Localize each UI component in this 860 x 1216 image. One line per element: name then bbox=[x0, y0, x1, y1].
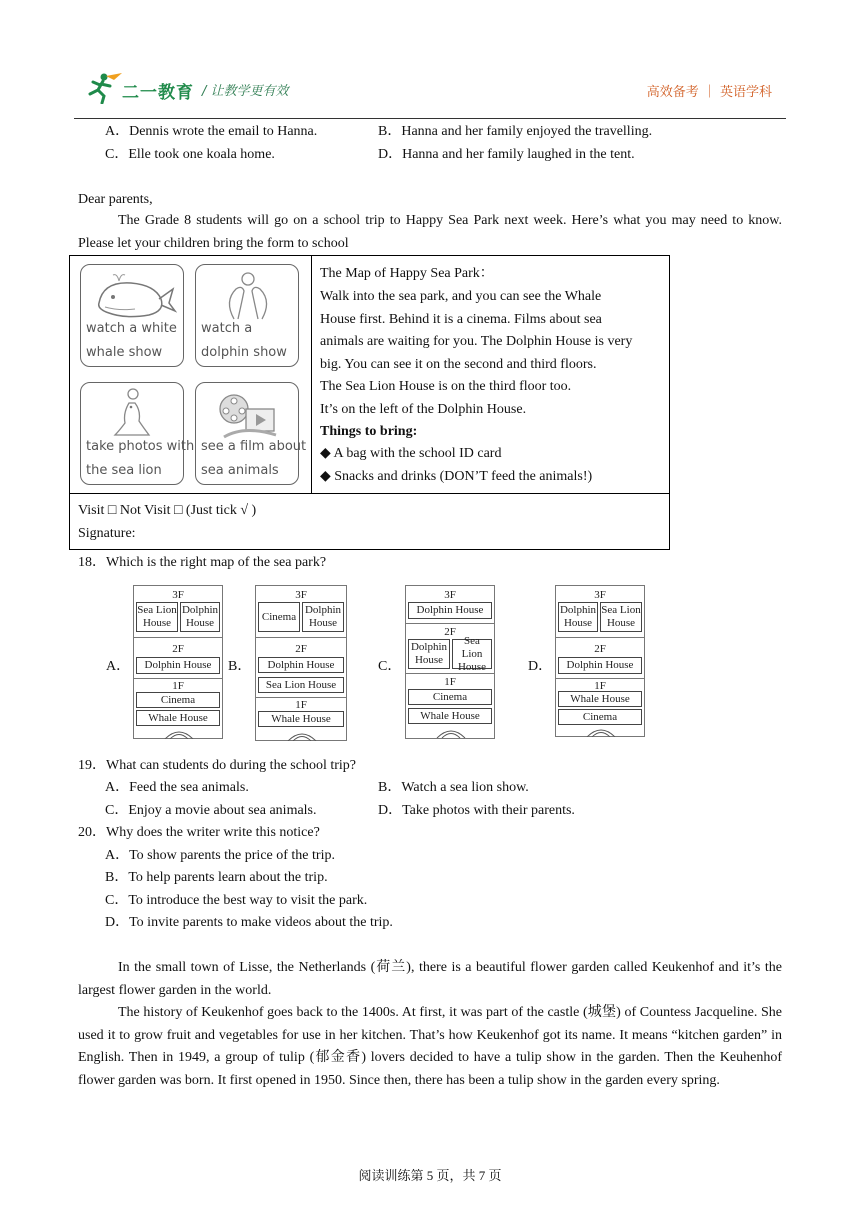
floor-label: 1F bbox=[295, 699, 307, 711]
map-room: Dolphin House bbox=[408, 602, 492, 619]
card-caption-1: watch a bbox=[201, 321, 253, 336]
prev-option-c: C．Elle took one koala home. bbox=[105, 147, 275, 162]
card-caption-1: watch a white bbox=[86, 321, 177, 336]
things-item: ◆ A bag with the school ID card bbox=[320, 446, 502, 461]
map-option-c bbox=[405, 585, 495, 739]
map-room: Sea Lion House bbox=[600, 602, 642, 632]
entrance-arch-icon bbox=[286, 729, 318, 741]
activity-card-dolphin bbox=[195, 264, 299, 367]
q18-option-c-label: C． bbox=[378, 659, 402, 674]
q18-option-b-label: B． bbox=[228, 659, 252, 674]
map-title: The Map of Happy Sea Park： bbox=[320, 266, 494, 281]
passage-paragraph-2: The history of Keukenhof goes back to the 1400s. At first, it was part of the castle (城堡) of Countess Jacqueline. She used it to grow fruit and vegetables for use in her kitchen. That’s how Keukenhof got its name. It means “kitchen garden” in English. Then in 1949, a group of tulip (郁金香) lovers decided to have a tulip show in the garden. Then the Keuhenhof flower garden was born. It first opened in 1950. Since then, there has been a tulip show in the garden every spring. bbox=[78, 1005, 782, 1088]
card-caption-2: dolphin show bbox=[201, 345, 287, 360]
activity-card-whale bbox=[80, 264, 184, 367]
map-option-d bbox=[555, 585, 645, 737]
floor-label: 3F bbox=[172, 589, 184, 601]
map-line: It’s on the left of the Dolphin House. bbox=[320, 402, 527, 417]
map-line: The Sea Lion House is on the third floor too. bbox=[320, 379, 572, 394]
visit-choice: Visit □ Not Visit □ (Just tick √ ) bbox=[78, 503, 257, 518]
floor-separator bbox=[556, 678, 644, 679]
floor-separator bbox=[406, 673, 494, 674]
map-room: Sea Lion House bbox=[136, 602, 178, 632]
map-room: Whale House bbox=[258, 711, 344, 727]
floor-separator bbox=[556, 637, 644, 638]
floor-label: 3F bbox=[594, 589, 606, 601]
map-room: Cinema bbox=[408, 689, 492, 705]
prev-option-d: D．Hanna and her family laughed in the tent. bbox=[378, 147, 635, 162]
map-room: Cinema bbox=[258, 602, 300, 632]
entrance-arch-icon bbox=[163, 727, 195, 739]
q19-stem: 19．What can students do during the school trip? bbox=[78, 758, 356, 773]
floor-label: 2F bbox=[594, 643, 606, 655]
map-line: Walk into the sea park, and you can see the Whale bbox=[320, 289, 602, 304]
notice-horizontal-divider bbox=[70, 493, 669, 494]
card-caption-2: sea animals bbox=[201, 463, 279, 478]
q20-option-b: B．To help parents learn about the trip. bbox=[105, 870, 328, 885]
q19-option-d: D．Take photos with their parents. bbox=[378, 803, 575, 818]
q18-option-d-label: D． bbox=[528, 659, 553, 674]
map-room: Whale House bbox=[558, 691, 642, 707]
map-option-a bbox=[133, 585, 223, 739]
floor-label: 1F bbox=[444, 676, 456, 688]
card-caption-1: take photos with bbox=[86, 439, 195, 454]
map-room: Dolphin House bbox=[258, 657, 344, 673]
map-room: Cinema bbox=[558, 709, 642, 725]
sea-lion-icon bbox=[105, 387, 161, 439]
q20-option-c: C．To introduce the best way to visit the park. bbox=[105, 893, 368, 908]
things-item: ◆ Snacks and drinks (DON’T feed the animals!) bbox=[320, 469, 593, 484]
map-room: Dolphin House bbox=[558, 602, 598, 632]
floor-label: 1F bbox=[172, 680, 184, 692]
map-room: Dolphin House bbox=[136, 657, 220, 674]
activity-card-film bbox=[195, 382, 307, 485]
floor-separator bbox=[134, 637, 222, 638]
floor-label: 3F bbox=[444, 589, 456, 601]
entrance-arch-icon bbox=[585, 725, 617, 737]
floor-label: 2F bbox=[295, 643, 307, 655]
floor-label: 2F bbox=[444, 626, 456, 638]
page-footer: 阅读训练第 5 页，共 7 页 bbox=[358, 1168, 502, 1183]
q20-option-d: D．To invite parents to make videos about the trip. bbox=[105, 915, 393, 930]
floor-separator bbox=[256, 697, 346, 698]
map-room: Dolphin House bbox=[180, 602, 220, 632]
card-caption-1: see a film about bbox=[201, 439, 307, 454]
map-room: Sea Lion House bbox=[452, 639, 492, 669]
q18-option-a-label: A． bbox=[106, 659, 131, 674]
map-room: Cinema bbox=[136, 692, 220, 708]
card-caption-2: whale show bbox=[86, 345, 163, 360]
card-caption-2: the sea lion bbox=[86, 463, 162, 478]
floor-separator bbox=[134, 678, 222, 679]
page-header bbox=[78, 68, 784, 118]
letter-intro: The Grade 8 students will go on a school trip to Happy Sea Park next week. Here’s what you may need to know. Please let your children bring the form to school bbox=[78, 213, 782, 251]
film-reel-icon bbox=[214, 391, 280, 441]
map-room: Dolphin House bbox=[302, 602, 344, 632]
floor-label: 2F bbox=[172, 643, 184, 655]
q19-option-c: C．Enjoy a movie about sea animals. bbox=[105, 803, 317, 818]
brand-name: 二一教育 bbox=[122, 83, 194, 103]
q20-stem: 20．Why does the writer write this notice? bbox=[78, 825, 320, 840]
notice-vertical-divider bbox=[311, 256, 312, 493]
q20-option-a: A．To show parents the price of the trip. bbox=[105, 848, 335, 863]
activity-card-sea-lion bbox=[80, 382, 195, 485]
map-line: House first. Behind it is a cinema. Films about sea bbox=[320, 312, 602, 327]
q19-option-b: B．Watch a sea lion show. bbox=[378, 780, 529, 795]
dolphin-icon bbox=[216, 271, 280, 323]
brand-slogan: / 让教学更有效 bbox=[202, 84, 289, 99]
map-line: animals are waiting for you. The Dolphin House is very bbox=[320, 334, 633, 349]
floor-label: 1F bbox=[594, 680, 606, 692]
map-room: Whale House bbox=[408, 708, 492, 724]
prev-option-a: A．Dennis wrote the email to Hanna. bbox=[105, 124, 318, 139]
passage-paragraph-1: In the small town of Lisse, the Netherlands (荷兰), there is a beautiful flower garden called Keukenhof and it’s the largest flower garden in the world. bbox=[78, 960, 782, 998]
prev-option-b: B．Hanna and her family enjoyed the travelling. bbox=[378, 124, 653, 139]
map-room: Sea Lion House bbox=[258, 677, 344, 693]
things-title: Things to bring: bbox=[320, 424, 418, 439]
notice-form bbox=[69, 255, 670, 550]
q19-option-a: A．Feed the sea animals. bbox=[105, 780, 249, 795]
floor-separator bbox=[406, 623, 494, 624]
map-option-b bbox=[255, 585, 347, 741]
map-room: Dolphin House bbox=[558, 657, 642, 674]
q18-stem: 18．Which is the right map of the sea park? bbox=[78, 555, 327, 570]
floor-separator bbox=[256, 637, 346, 638]
header-divider bbox=[74, 118, 786, 119]
map-room: Dolphin House bbox=[408, 639, 450, 669]
header-subject: 高效备考 ｜ 英语学科 bbox=[646, 85, 772, 100]
entrance-arch-icon bbox=[435, 726, 467, 738]
map-line: big. You can see it on the second and third floors. bbox=[320, 357, 597, 372]
signature-label: Signature: bbox=[78, 526, 136, 541]
whale-icon bbox=[89, 271, 177, 323]
map-room: Whale House bbox=[136, 710, 220, 726]
letter-salutation: Dear parents, bbox=[78, 192, 153, 207]
floor-label: 3F bbox=[295, 589, 307, 601]
